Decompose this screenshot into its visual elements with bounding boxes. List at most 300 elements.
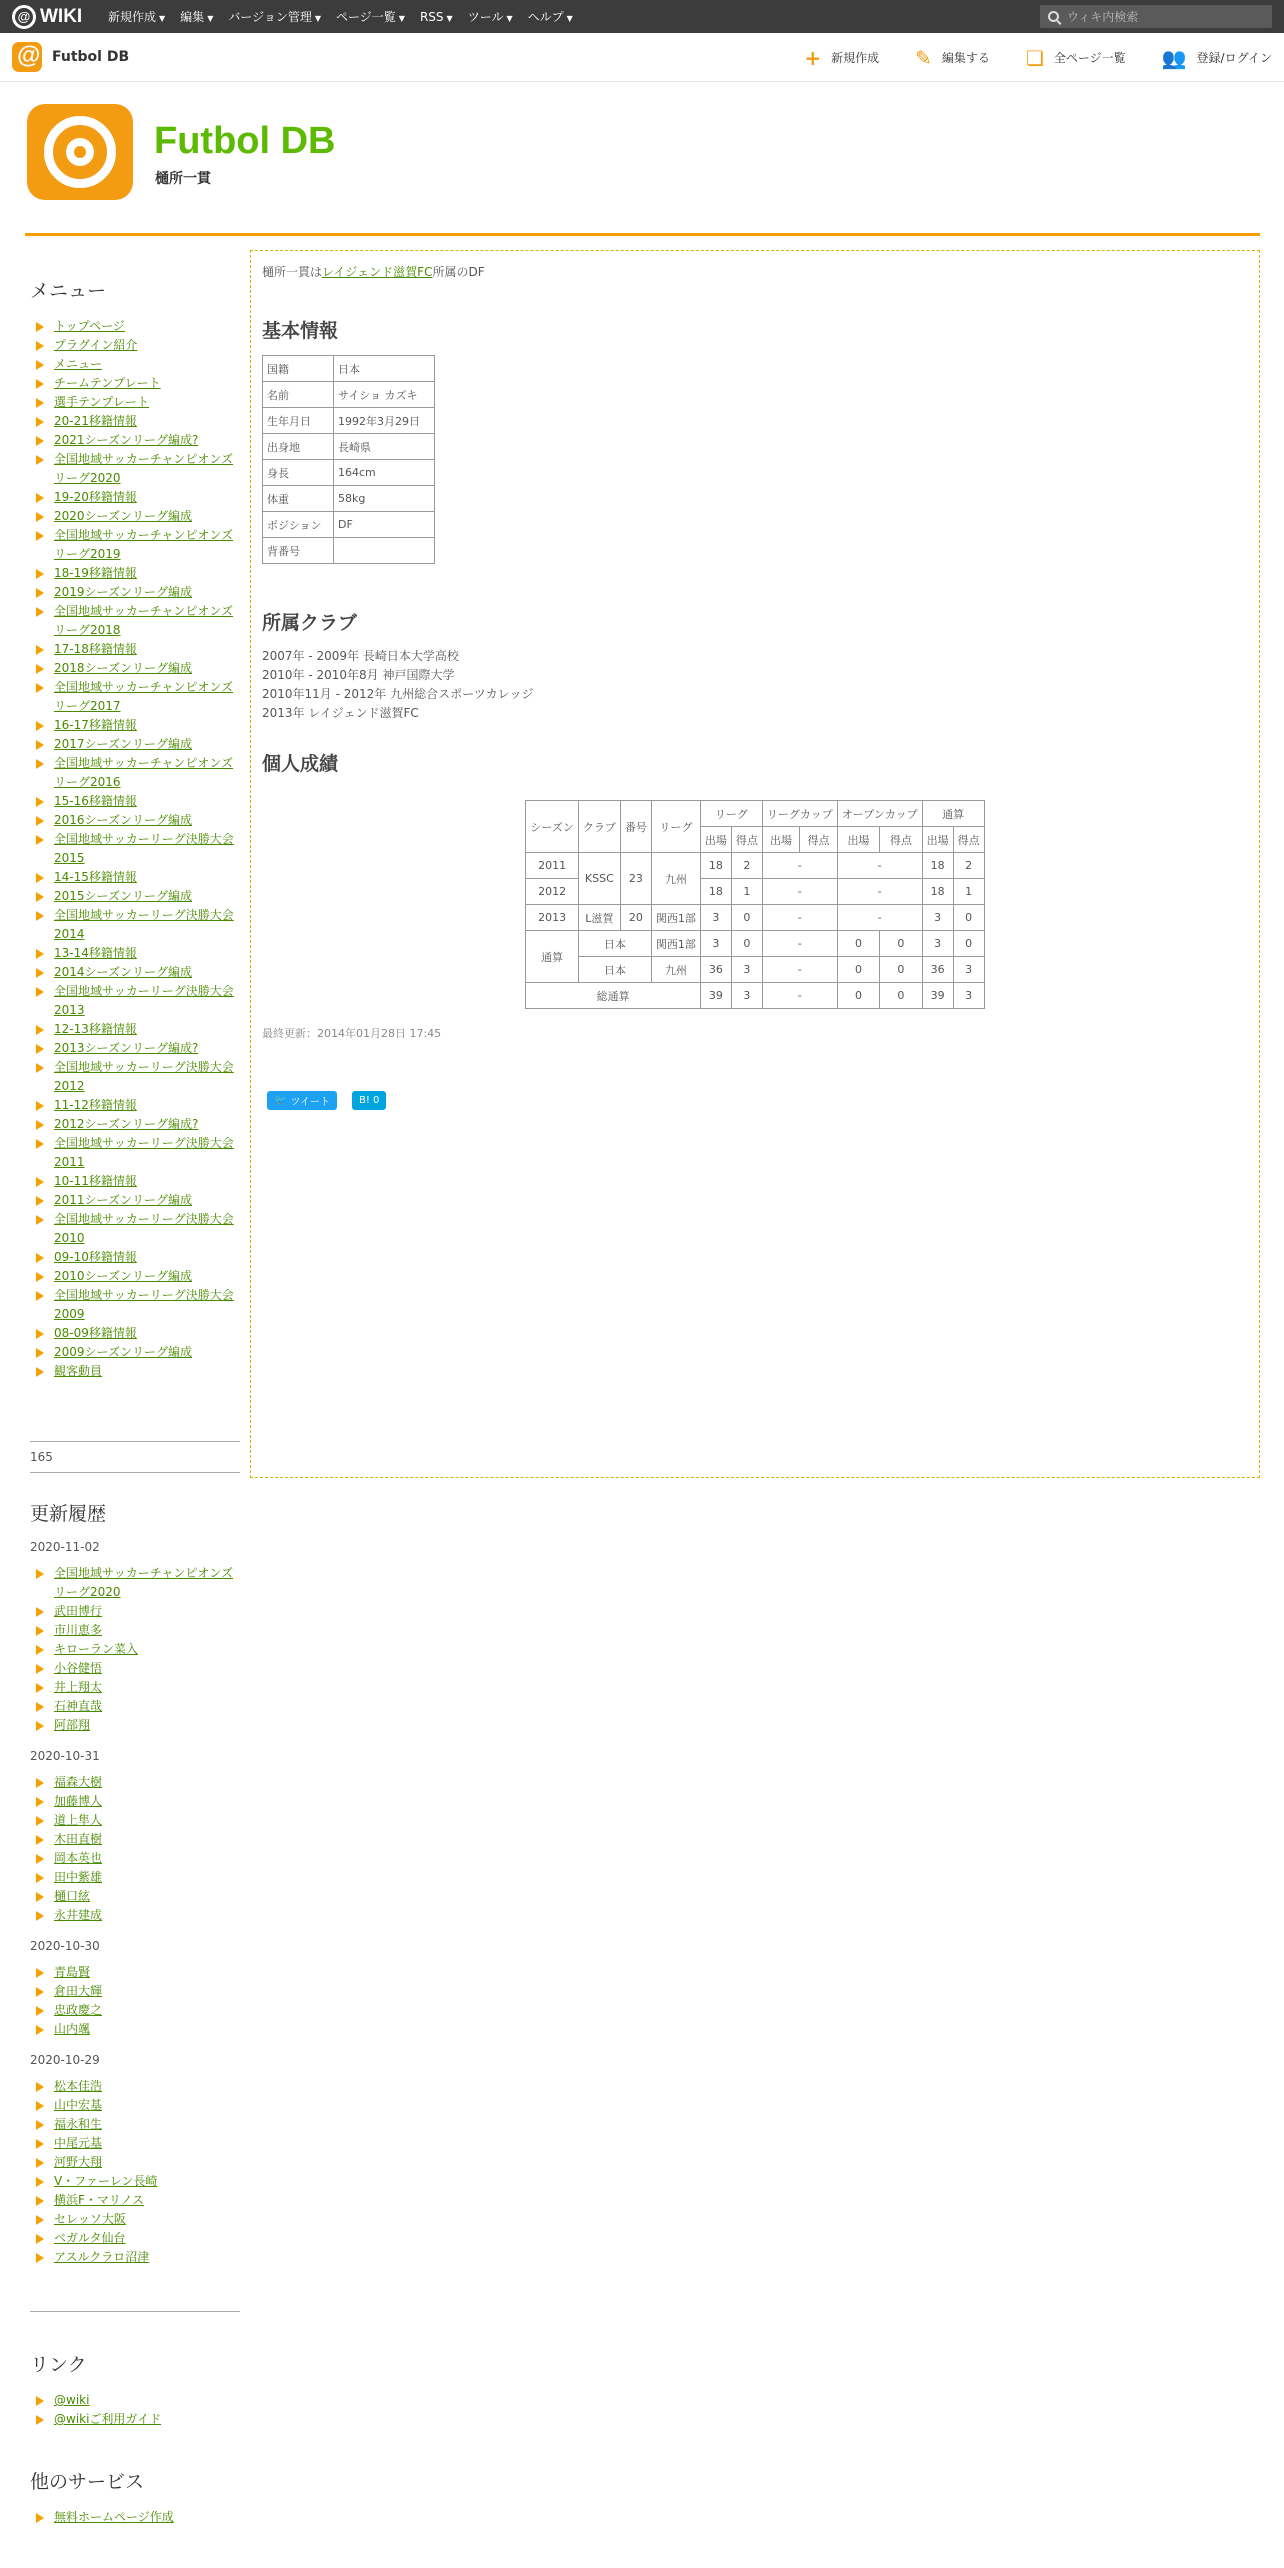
history-item-link[interactable]: 岡本英也 xyxy=(54,1851,103,1865)
new-page-label: 新規作成 xyxy=(831,51,880,65)
menu-item xyxy=(30,887,240,906)
club-entry: 2007年 - 2009年 長崎日本大学高校 xyxy=(262,649,459,663)
caret-down-icon: ▼ xyxy=(446,13,453,23)
history-item-link[interactable]: 永井建成 xyxy=(54,1908,103,1922)
history-item xyxy=(30,1792,240,1811)
links-heading: リンク xyxy=(30,2354,87,2376)
history-item-link[interactable]: 中尾元基 xyxy=(54,2136,103,2150)
history-item xyxy=(30,2001,240,2020)
club-entry: 2010年 - 2010年8月 神戸国際大学 xyxy=(262,668,455,682)
menu-item xyxy=(30,1096,240,1115)
menu-item xyxy=(30,1210,240,1248)
new-page-button[interactable] xyxy=(804,45,880,70)
search-input[interactable] xyxy=(1067,10,1257,24)
menu-item-link[interactable]: 2014シーズンリーグ編成 xyxy=(54,965,192,979)
site-logo-icon[interactable] xyxy=(12,42,42,72)
user-add-icon: 👥 xyxy=(1161,45,1187,70)
nav-rss[interactable] xyxy=(420,10,453,24)
menu-item-link[interactable]: 全国地域サッカーチャンピオンズリーグ2016 xyxy=(54,756,234,789)
cell-league-apps: 3 xyxy=(700,931,731,957)
menu-item xyxy=(30,488,240,507)
menu-item-link[interactable]: 11-12移籍情報 xyxy=(54,1098,137,1112)
menu-item-link[interactable]: 08-09移籍情報 xyxy=(54,1326,137,1340)
service-item-link[interactable]: 無料ホームページ作成 xyxy=(54,2510,174,2524)
history-list xyxy=(30,1773,240,1925)
info-value: 164cm xyxy=(334,460,435,486)
col-apps: 出場 xyxy=(700,827,731,853)
cell-total-goals: 1 xyxy=(953,879,984,905)
menu-item-link[interactable]: 全国地域サッカーリーグ決勝大会2011 xyxy=(54,1136,234,1169)
cell-league-goals: 0 xyxy=(731,905,762,931)
page-title: 樋所一貫 xyxy=(155,171,211,187)
intro-text xyxy=(262,263,1248,280)
history-date: 2020-10-29 xyxy=(30,2053,100,2067)
menu-item-link[interactable]: 16-17移籍情報 xyxy=(54,718,137,732)
club-entry: 2010年11月 - 2012年 九州総合スポーツカレッジ xyxy=(262,687,534,701)
menu-item-link[interactable]: 2018シーズンリーグ編成 xyxy=(54,661,192,675)
cell-open-goals: 0 xyxy=(880,931,922,957)
update-history xyxy=(30,1540,240,2267)
cell-league: 九州 xyxy=(651,957,700,983)
cell-league-goals: 1 xyxy=(731,879,762,905)
history-item-link[interactable]: 山中宏基 xyxy=(54,2098,103,2112)
club-history xyxy=(262,647,1248,723)
history-item xyxy=(30,1906,240,1925)
menu-item-link[interactable]: 12-13移籍情報 xyxy=(54,1022,137,1036)
menu-item xyxy=(30,564,240,583)
cell-league-apps: 36 xyxy=(700,957,731,983)
col-goals: 得点 xyxy=(953,827,984,853)
menu-heading: メニュー xyxy=(30,280,107,302)
menu-item xyxy=(30,1267,240,1286)
cell-open-goals: 0 xyxy=(880,983,922,1009)
history-item xyxy=(30,2210,240,2229)
divider xyxy=(30,2311,240,2312)
table-row xyxy=(526,853,984,879)
stats-head-row xyxy=(526,801,984,827)
table-row xyxy=(263,486,435,512)
history-item-link[interactable]: アスルクラロ沼津 xyxy=(54,2250,150,2264)
history-item xyxy=(30,1773,240,1792)
global-topbar xyxy=(0,0,1284,33)
menu-item-link[interactable]: 全国地域サッカーチャンピオンズリーグ2020 xyxy=(54,452,234,485)
site-name[interactable]: Futbol DB xyxy=(52,49,130,65)
menu-item-link[interactable]: 2016シーズンリーグ編成 xyxy=(54,813,192,827)
history-item-link[interactable]: 加藤博人 xyxy=(54,1794,103,1808)
history-item xyxy=(30,2229,240,2248)
cell-open-apps: 0 xyxy=(837,957,879,983)
history-item-link[interactable]: 松本佳浩 xyxy=(54,2079,103,2093)
history-item xyxy=(30,2248,240,2267)
menu-item-link[interactable]: 2012シーズンリーグ編成? xyxy=(54,1117,199,1131)
menu-item xyxy=(30,1324,240,1343)
history-item xyxy=(30,2115,240,2134)
nav-tools[interactable] xyxy=(468,8,513,25)
menu-item-link[interactable]: 選手テンプレート xyxy=(54,395,149,409)
table-row xyxy=(526,983,984,1009)
history-item-link[interactable]: 青島賢 xyxy=(54,1965,91,1979)
history-item xyxy=(30,1659,240,1678)
history-item-link[interactable]: 倉田大輝 xyxy=(54,1984,103,1998)
link-item-link[interactable]: @wikiご利用ガイド xyxy=(54,2412,162,2426)
cell-season: 2013 xyxy=(526,905,578,931)
history-item-link[interactable]: V・ファーレン長崎 xyxy=(54,2174,158,2188)
history-item-link[interactable]: 横浜F・マリノス xyxy=(54,2193,144,2207)
cell-open-apps: 0 xyxy=(837,931,879,957)
nav-new-label: 新規作成 xyxy=(108,10,157,24)
menu-item xyxy=(30,431,240,450)
history-item-link[interactable]: 阿部翔 xyxy=(54,1718,91,1732)
table-row xyxy=(263,382,435,408)
menu-item xyxy=(30,336,240,355)
nav-help-label: ヘルプ xyxy=(527,10,564,24)
table-row xyxy=(526,931,984,957)
cell-league: 九州 xyxy=(651,853,700,905)
history-item-link[interactable]: 道上隼人 xyxy=(54,1813,103,1827)
cell-total-goals: 0 xyxy=(953,931,984,957)
menu-item-link[interactable]: 2011シーズンリーグ編成 xyxy=(54,1193,192,1207)
menu-item xyxy=(30,1058,240,1096)
menu-item xyxy=(30,1039,240,1058)
caret-down-icon: ▼ xyxy=(314,14,322,23)
menu-item xyxy=(30,640,240,659)
info-key: 国籍 xyxy=(263,356,334,382)
menu-item xyxy=(30,868,240,887)
cell-number: 23 xyxy=(620,853,651,905)
col-goals: 得点 xyxy=(731,827,762,853)
table-row xyxy=(263,512,435,538)
menu-item xyxy=(30,735,240,754)
history-item-link[interactable]: 福森大樹 xyxy=(54,1775,103,1789)
cell-open: - xyxy=(837,879,922,905)
nav-new[interactable] xyxy=(108,8,165,25)
menu-item xyxy=(30,583,240,602)
cell-number: 20 xyxy=(620,905,651,931)
cell-club: L滋賀 xyxy=(578,905,620,931)
cell-league-goals: 3 xyxy=(731,957,762,983)
edit-page-button[interactable] xyxy=(915,45,990,70)
cell-total-goals: 3 xyxy=(953,957,984,983)
menu-item-link[interactable]: プラグイン紹介 xyxy=(54,338,138,352)
col-apps: 出場 xyxy=(922,827,953,853)
col-number: 番号 xyxy=(620,801,651,853)
site-title[interactable]: Futbol DB xyxy=(154,120,336,162)
info-key: 名前 xyxy=(263,382,334,408)
basic-info-heading: 基本情報 xyxy=(262,320,339,342)
col-group-cup: リーグカップ xyxy=(762,801,837,827)
table-row xyxy=(526,905,984,931)
menu-item-link[interactable]: 全国地域サッカーリーグ決勝大会2012 xyxy=(54,1060,234,1093)
menu-item xyxy=(30,944,240,963)
menu-item-link[interactable]: 13-14移籍情報 xyxy=(54,946,137,960)
menu-item xyxy=(30,526,240,564)
menu-item xyxy=(30,906,240,944)
history-item-link[interactable]: 石神直哉 xyxy=(54,1699,103,1713)
all-pages-button[interactable] xyxy=(1025,45,1126,70)
table-row xyxy=(526,957,984,983)
menu-item-link[interactable]: 2015シーズンリーグ編成 xyxy=(54,889,192,903)
history-item xyxy=(30,2172,240,2191)
history-date: 2020-11-02 xyxy=(30,1540,100,1554)
cell-cup: - xyxy=(762,905,837,931)
atwiki-logo-text: WIKI xyxy=(40,5,83,27)
last-updated: 最終更新：2014年01月28日 17:45 xyxy=(262,1027,442,1040)
cell-total-apps: 39 xyxy=(922,983,953,1009)
basic-info-table xyxy=(262,355,435,564)
menu-item-link[interactable]: 15-16移籍情報 xyxy=(54,794,137,808)
menu-item-link[interactable]: 09-10移籍情報 xyxy=(54,1250,137,1264)
menu-item xyxy=(30,1020,240,1039)
cell-season: 2011 xyxy=(526,853,578,879)
stats-table xyxy=(525,800,984,1009)
menu-item xyxy=(30,1191,240,1210)
info-key: 出身地 xyxy=(263,434,334,460)
history-item-link[interactable]: 福永和生 xyxy=(54,2117,103,2131)
history-list xyxy=(30,1564,240,1735)
services-list xyxy=(30,2508,240,2527)
cell-total-goals: 0 xyxy=(953,905,984,931)
history-item xyxy=(30,1982,240,2001)
menu-item xyxy=(30,716,240,735)
hatena-label: B! 0 xyxy=(358,1095,380,1106)
menu-item xyxy=(30,678,240,716)
nav-version-label: バージョン管理 xyxy=(228,10,312,24)
hatena-bookmark-button[interactable] xyxy=(352,1091,386,1110)
menu-item-link[interactable]: 19-20移籍情報 xyxy=(54,490,137,504)
history-item-link[interactable]: セレッソ大阪 xyxy=(54,2212,126,2226)
menu-item xyxy=(30,830,240,868)
menu-item-link[interactable]: 全国地域サッカーリーグ決勝大会2013 xyxy=(54,984,234,1017)
menu-item-link[interactable]: 全国地域サッカーリーグ決勝大会2009 xyxy=(54,1288,234,1321)
history-date: 2020-10-30 xyxy=(30,1939,100,1953)
login-button[interactable] xyxy=(1161,45,1272,70)
info-value xyxy=(334,538,435,564)
logo-ring xyxy=(44,116,116,188)
menu-item xyxy=(30,963,240,982)
at-icon: @ xyxy=(12,5,36,29)
table-row xyxy=(263,408,435,434)
menu-item-link[interactable]: 全国地域サッカーチャンピオンズリーグ2019 xyxy=(54,528,234,561)
menu-item-link[interactable]: 観客動員 xyxy=(54,1364,103,1378)
history-item-link[interactable]: 井上翔太 xyxy=(54,1680,103,1694)
table-row xyxy=(263,434,435,460)
login-label: 登録/ログイン xyxy=(1196,51,1272,65)
nav-help[interactable] xyxy=(528,8,573,25)
history-item-link[interactable]: 全国地域サッカーチャンピオンズリーグ2020 xyxy=(54,1566,234,1599)
cell-total-apps: 3 xyxy=(922,931,953,957)
menu-item-link[interactable]: 14-15移籍情報 xyxy=(54,870,137,884)
history-item xyxy=(30,1564,240,1602)
nav-edit[interactable] xyxy=(180,8,213,25)
menu-item xyxy=(30,507,240,526)
history-item-link[interactable]: 小谷健悟 xyxy=(54,1661,103,1675)
plus-icon: + xyxy=(804,45,822,70)
history-item xyxy=(30,2191,240,2210)
intro-suffix: 所属のDF xyxy=(432,265,485,279)
cell-cup: - xyxy=(762,983,837,1009)
atwiki-logo[interactable] xyxy=(12,4,82,29)
cell-league-goals: 0 xyxy=(731,931,762,957)
history-item xyxy=(30,2077,240,2096)
menu-item-link[interactable]: 2013シーズンリーグ編成? xyxy=(54,1041,199,1055)
cell-league-apps: 39 xyxy=(700,983,731,1009)
history-item xyxy=(30,1697,240,1716)
history-item-link[interactable]: 木田直樹 xyxy=(54,1832,103,1846)
menu-item-link[interactable]: 18-19移籍情報 xyxy=(54,566,137,580)
col-apps: 出場 xyxy=(837,827,879,853)
tweet-label: ツイート xyxy=(290,1097,330,1108)
cell-total-goals: 2 xyxy=(953,853,984,879)
menu-item-link[interactable]: 2010シーズンリーグ編成 xyxy=(54,1269,192,1283)
club-link[interactable]: レイジェンド滋賀FC xyxy=(322,265,433,279)
menu-item-link[interactable]: 全国地域サッカーリーグ決勝大会2010 xyxy=(54,1212,234,1245)
edit-page-label: 編集する xyxy=(941,51,990,65)
cell-country: 日本 xyxy=(578,931,651,957)
col-goals: 得点 xyxy=(880,827,922,853)
stats-heading: 個人成績 xyxy=(262,753,339,775)
cell-grand-total-label: 総通算 xyxy=(526,983,700,1009)
cell-league-apps: 18 xyxy=(700,853,731,879)
logo-ring-inner xyxy=(66,138,94,166)
col-group-open: オープンカップ xyxy=(837,801,922,827)
history-item-link[interactable]: 河野大翔 xyxy=(54,2155,103,2169)
history-item-link[interactable]: 忠政慶之 xyxy=(54,2003,103,2017)
club-history-heading: 所属クラブ xyxy=(262,612,358,634)
link-item-link[interactable]: @wiki xyxy=(54,2393,90,2407)
history-item xyxy=(30,2134,240,2153)
history-item xyxy=(30,1640,240,1659)
cell-total-goals: 3 xyxy=(953,983,984,1009)
history-date: 2020-10-31 xyxy=(30,1749,100,1763)
cell-open: - xyxy=(837,905,922,931)
tweet-button[interactable] xyxy=(267,1091,337,1110)
cell-cup: - xyxy=(762,879,837,905)
search-icon xyxy=(1048,11,1059,22)
info-key: 背番号 xyxy=(263,538,334,564)
caret-down-icon: ▼ xyxy=(506,14,513,23)
nav-rss-label: RSS xyxy=(419,9,444,24)
menu-item xyxy=(30,1362,240,1381)
pencil-icon: ✎ xyxy=(915,45,932,70)
caret-down-icon: ▼ xyxy=(207,14,214,23)
history-item-link[interactable]: 市川恵多 xyxy=(54,1623,103,1637)
info-key: 身長 xyxy=(263,460,334,486)
cell-league: 関西1部 xyxy=(651,931,700,957)
menu-item-link[interactable]: 全国地域サッカーリーグ決勝大会2015 xyxy=(54,832,234,865)
history-heading: 更新履歴 xyxy=(30,1503,107,1525)
cell-cup: - xyxy=(762,931,837,957)
history-item xyxy=(30,1602,240,1621)
menu-item xyxy=(30,602,240,640)
info-value: 58kg xyxy=(334,486,435,512)
table-row xyxy=(263,460,435,486)
menu-item-link[interactable]: 2009シーズンリーグ編成 xyxy=(54,1345,192,1359)
menu-item-link[interactable]: 全国地域サッカーリーグ決勝大会2014 xyxy=(54,908,234,941)
menu-item xyxy=(30,1115,240,1134)
cell-club: KSSC xyxy=(578,853,620,905)
cell-cup: - xyxy=(762,853,837,879)
table-row xyxy=(263,356,435,382)
site-actions xyxy=(768,33,1272,82)
cell-league: 関西1部 xyxy=(651,905,700,931)
col-league: リーグ xyxy=(651,801,700,853)
menu-item-link[interactable]: 全国地域サッカーチャンピオンズリーグ2017 xyxy=(54,680,234,713)
global-nav xyxy=(108,0,588,33)
nav-tools-label: ツール xyxy=(467,10,504,24)
info-value: 日本 xyxy=(334,356,435,382)
history-item xyxy=(30,2020,240,2039)
menu-item-link[interactable]: メニュー xyxy=(54,357,103,371)
menu-item xyxy=(30,659,240,678)
menu-item xyxy=(30,393,240,412)
cell-cup: - xyxy=(762,957,837,983)
history-list xyxy=(30,1963,240,2039)
site-bar xyxy=(0,33,1284,82)
col-group-league: リーグ xyxy=(700,801,762,827)
history-item-link[interactable]: 武田博行 xyxy=(54,1604,103,1618)
nav-pages[interactable] xyxy=(336,8,405,25)
history-item xyxy=(30,1963,240,1982)
all-pages-label: 全ページ一覧 xyxy=(1053,51,1126,65)
menu-item-link[interactable]: 2019シーズンリーグ編成 xyxy=(54,585,192,599)
col-group-total: 通算 xyxy=(922,801,984,827)
history-item-link[interactable]: ベガルタ仙台 xyxy=(54,2231,126,2245)
history-item-link[interactable]: 田中紫雄 xyxy=(54,1870,103,1884)
history-item-link[interactable]: 樋口絃 xyxy=(54,1889,91,1903)
cell-country: 日本 xyxy=(578,957,651,983)
history-item xyxy=(30,1830,240,1849)
nav-version[interactable] xyxy=(228,8,321,25)
intro-prefix: 樋所一貫は xyxy=(262,265,323,279)
menu-item-link[interactable]: 全国地域サッカーチャンピオンズリーグ2018 xyxy=(54,604,234,637)
menu-item xyxy=(30,355,240,374)
menu-item-link[interactable]: 10-11移籍情報 xyxy=(54,1174,137,1188)
page-header xyxy=(25,104,1260,236)
history-item-link[interactable]: 山内颯 xyxy=(54,2022,91,2036)
nav-edit-label: 編集 xyxy=(180,10,205,24)
service-item xyxy=(30,2508,240,2527)
caret-down-icon: ▼ xyxy=(566,14,573,23)
social-buttons xyxy=(262,1091,1248,1110)
club-entry: 2013年 レイジェンド滋賀FC xyxy=(262,706,419,720)
cell-total-apps: 18 xyxy=(922,853,953,879)
cell-total-label: 通算 xyxy=(526,931,578,983)
history-item-link[interactable]: キローラン菜入 xyxy=(54,1642,139,1656)
menu-item xyxy=(30,754,240,792)
caret-down-icon: ▼ xyxy=(159,14,166,23)
menu-item xyxy=(30,1286,240,1324)
menu-item-link[interactable]: 2021シーズンリーグ編成? xyxy=(54,433,199,447)
menu-item-link[interactable]: 20-21移籍情報 xyxy=(54,414,137,428)
nav-pages-label: ページ一覧 xyxy=(336,10,396,24)
menu-item-link[interactable]: チームテンプレート xyxy=(54,376,161,390)
history-item xyxy=(30,1849,240,1868)
history-item xyxy=(30,1811,240,1830)
menu-item-link[interactable]: 2020シーズンリーグ編成 xyxy=(54,509,192,523)
menu-list xyxy=(30,317,240,1381)
info-key: 体重 xyxy=(263,486,334,512)
cell-league-goals: 3 xyxy=(731,983,762,1009)
info-key: 生年月日 xyxy=(263,408,334,434)
col-goals: 得点 xyxy=(800,827,837,853)
wiki-logo-icon[interactable] xyxy=(27,104,133,200)
menu-item-link[interactable]: トップページ xyxy=(54,319,125,333)
menu-item-link[interactable]: 17-18移籍情報 xyxy=(54,642,137,656)
menu-item-link[interactable]: 2017シーズンリーグ編成 xyxy=(54,737,192,751)
menu-item xyxy=(30,1134,240,1172)
history-item xyxy=(30,1887,240,1906)
main-content xyxy=(250,250,1260,1478)
